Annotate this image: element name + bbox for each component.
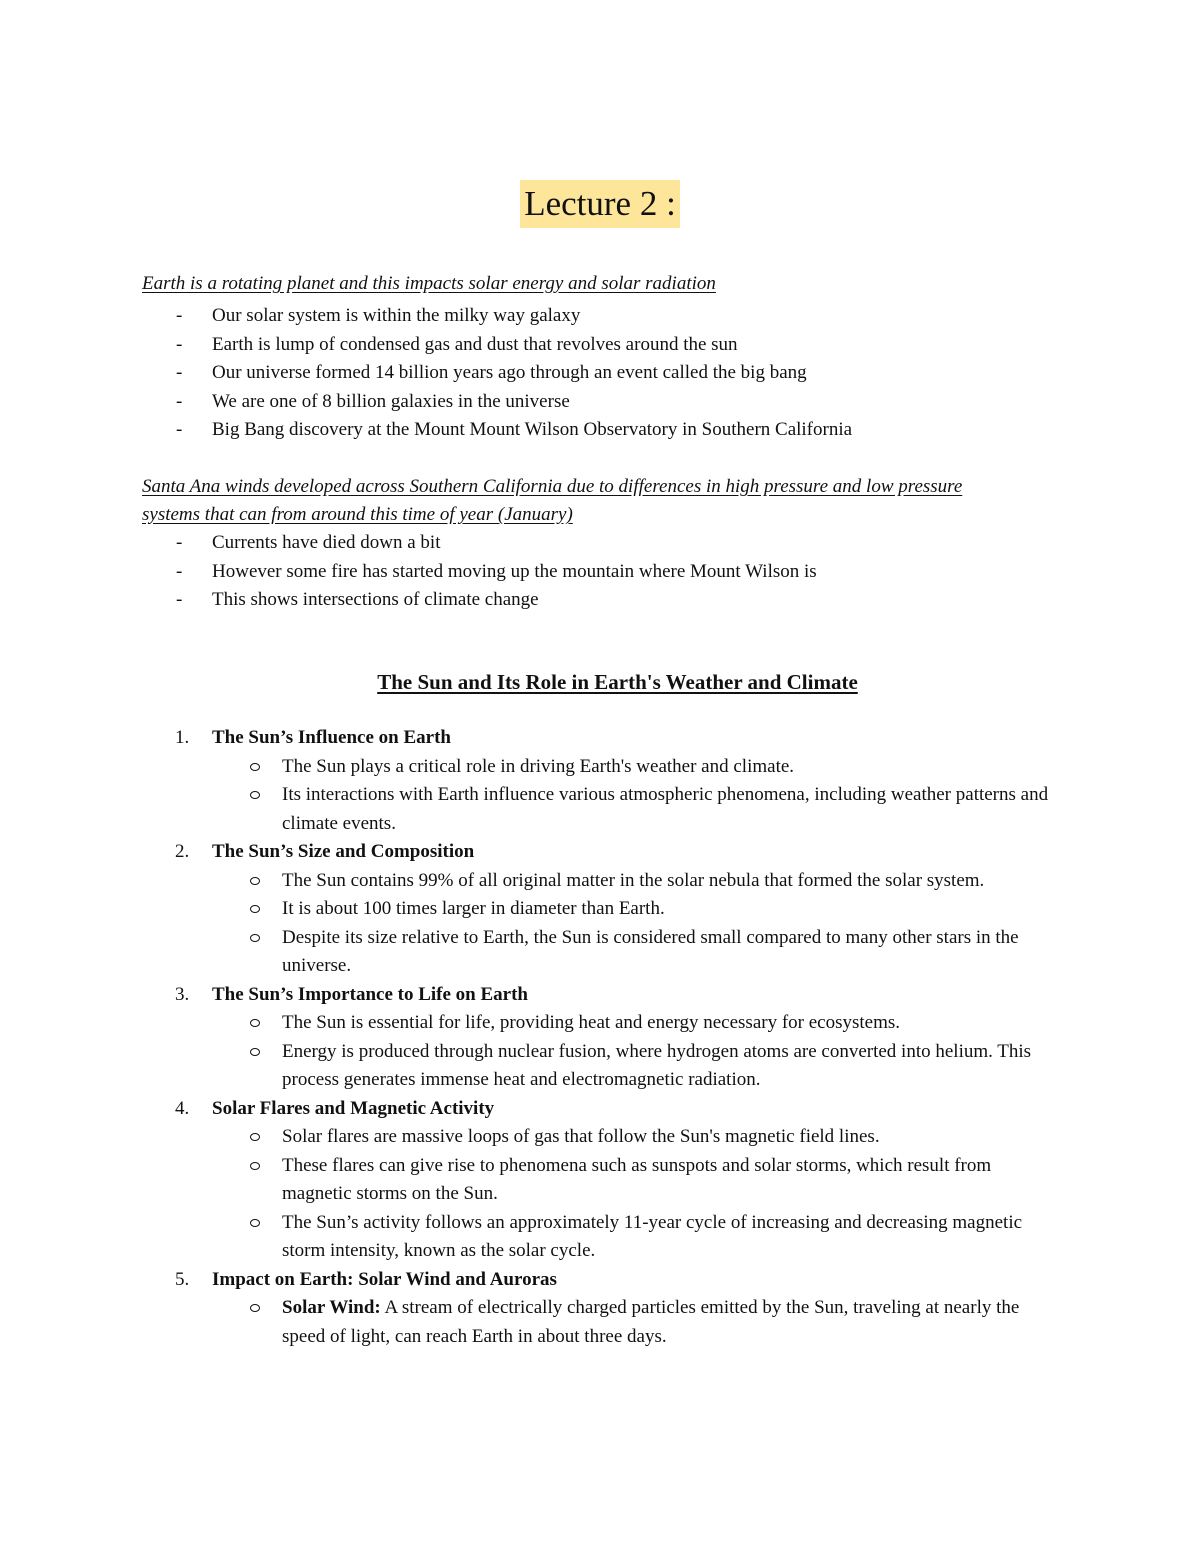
list-item	[142, 558, 817, 587]
item-title: Solar Flares and Magnetic Activity	[212, 1097, 495, 1119]
item-number: 3.	[175, 983, 190, 1005]
sun-section-heading: The Sun and Its Role in Earth's Weather and Climate	[377, 670, 858, 694]
circle-bullet-icon	[250, 1048, 260, 1056]
numbered-item-3	[142, 981, 1062, 1095]
list-item-text: Earth is lump of condensed gas and dust that revolves around the sun	[212, 333, 738, 355]
dash-marker: -	[176, 532, 183, 553]
list-item	[142, 388, 852, 417]
list-item	[142, 359, 852, 388]
circle-bullet-icon	[250, 1019, 260, 1027]
sun-topics-list	[142, 724, 1062, 1351]
numbered-item-5	[142, 1266, 1062, 1352]
item-title: The Sun’s Importance to Life on Earth	[212, 983, 528, 1005]
sub-item-text: These flares can give rise to phenomena such as sunspots and solar storms, which result from magnetic storms on the Sun.	[282, 1154, 992, 1204]
item-number: 1.	[175, 727, 190, 748]
list-item-text: Big Bang discovery at the Mount Mount Wilson Observatory in Southern California	[212, 419, 853, 440]
dash-marker: -	[176, 305, 183, 326]
item-title: Impact on Earth: Solar Wind and Auroras	[212, 1268, 557, 1290]
circle-bullet-icon	[250, 905, 260, 913]
list-item	[142, 529, 817, 558]
item-title: The Sun’s Influence on Earth	[212, 727, 451, 748]
circle-bullet-icon	[250, 1162, 260, 1170]
sub-item-text: Its interactions with Earth influence various atmospheric phenomena, including weather patterns and climate events.	[282, 784, 1049, 834]
circle-bullet-icon	[250, 1133, 260, 1141]
sub-list-item	[212, 924, 1062, 981]
sub-list-item	[212, 1294, 1062, 1351]
sub-list-item	[212, 895, 1062, 924]
sub-item-text: The Sun is essential for life, providing heat and energy necessary for ecosystems.	[282, 1012, 901, 1033]
list-item-text: This shows intersections of climate change	[212, 589, 539, 610]
dash-marker: -	[176, 419, 183, 440]
earth-notes-list	[142, 302, 852, 445]
list-item	[142, 586, 817, 615]
circle-bullet-icon	[250, 1219, 260, 1227]
sub-list-item	[212, 1209, 1062, 1266]
sub-list	[212, 753, 1062, 839]
sub-list	[212, 1123, 1062, 1266]
dash-marker: -	[176, 362, 183, 383]
title-container	[0, 180, 1200, 228]
sub-list	[212, 1294, 1062, 1351]
list-item	[142, 331, 852, 360]
list-item-text: We are one of 8 billion galaxies in the universe	[212, 390, 570, 412]
section-heading-earth: Earth is a rotating planet and this impacts solar energy and solar radiation	[142, 273, 716, 294]
item-number: 2.	[175, 841, 190, 862]
sub-list-item	[212, 1009, 1062, 1038]
list-item-text: Currents have died down a bit	[212, 532, 441, 553]
numbered-item-2	[142, 838, 1062, 981]
circle-bullet-icon	[250, 877, 260, 885]
sub-item-text: It is about 100 times larger in diameter than Earth.	[282, 898, 665, 919]
page-title: Lecture 2 :	[520, 180, 680, 228]
numbered-item-4	[142, 1095, 1062, 1266]
list-item-text: Our solar system is within the milky way galaxy	[212, 305, 581, 326]
sub-item-text: A stream of electrically charged particles emitted by the Sun, traveling at nearly the speed of light, can reach Earth in about three days.	[282, 1297, 1020, 1347]
sub-list-item	[212, 781, 1062, 838]
sub-item-text: The Sun plays a critical role in driving Earth's weather and climate.	[282, 755, 795, 777]
sub-item-text: Energy is produced through nuclear fusion, where hydrogen atoms are converted into helium. This process generates immense heat and electromagnetic radiation.	[282, 1040, 1032, 1090]
dash-marker: -	[176, 589, 183, 610]
circle-bullet-icon	[250, 791, 260, 799]
item-title: The Sun’s Size and Composition	[212, 841, 475, 862]
term-label: Solar Wind:	[282, 1297, 381, 1318]
sub-list	[212, 1009, 1062, 1095]
sub-list-item	[212, 1152, 1062, 1209]
sub-list	[212, 867, 1062, 981]
numbered-item-1	[142, 724, 1062, 838]
sub-list-item	[212, 1038, 1062, 1095]
dash-marker: -	[176, 560, 183, 582]
sub-item-text: Despite its size relative to Earth, the Sun is considered small compared to many other stars in the universe.	[282, 926, 1019, 976]
dash-marker: -	[176, 390, 183, 412]
sub-list-item	[212, 1123, 1062, 1152]
item-number: 5.	[175, 1268, 190, 1290]
circle-bullet-icon	[250, 934, 260, 942]
sub-list-item	[212, 753, 1062, 782]
sub-item-text: Solar flares are massive loops of gas that follow the Sun's magnetic field lines.	[282, 1126, 880, 1147]
circle-bullet-icon	[250, 1304, 260, 1312]
list-item-text: Our universe formed 14 billion years ago through an event called the big bang	[212, 362, 807, 383]
sub-item-text: The Sun’s activity follows an approximately 11-year cycle of increasing and decreasing magnetic storm intensity, known as the solar cycle.	[282, 1211, 1023, 1261]
sub-item-text: The Sun contains 99% of all original matter in the solar nebula that formed the solar system.	[282, 869, 985, 891]
list-item-text: However some fire has started moving up the mountain where Mount Wilson is	[212, 560, 817, 582]
item-number: 4.	[175, 1097, 190, 1119]
section-heading-santa-ana: Santa Ana winds developed across Southern California due to differences in high pressure and low pressure systems that can from around this time of year (January)	[142, 476, 963, 525]
list-item	[142, 302, 852, 331]
circle-bullet-icon	[250, 763, 260, 771]
sub-list-item	[212, 867, 1062, 896]
list-item	[142, 416, 852, 445]
santa-ana-notes-list	[142, 529, 817, 615]
dash-marker: -	[176, 333, 183, 355]
